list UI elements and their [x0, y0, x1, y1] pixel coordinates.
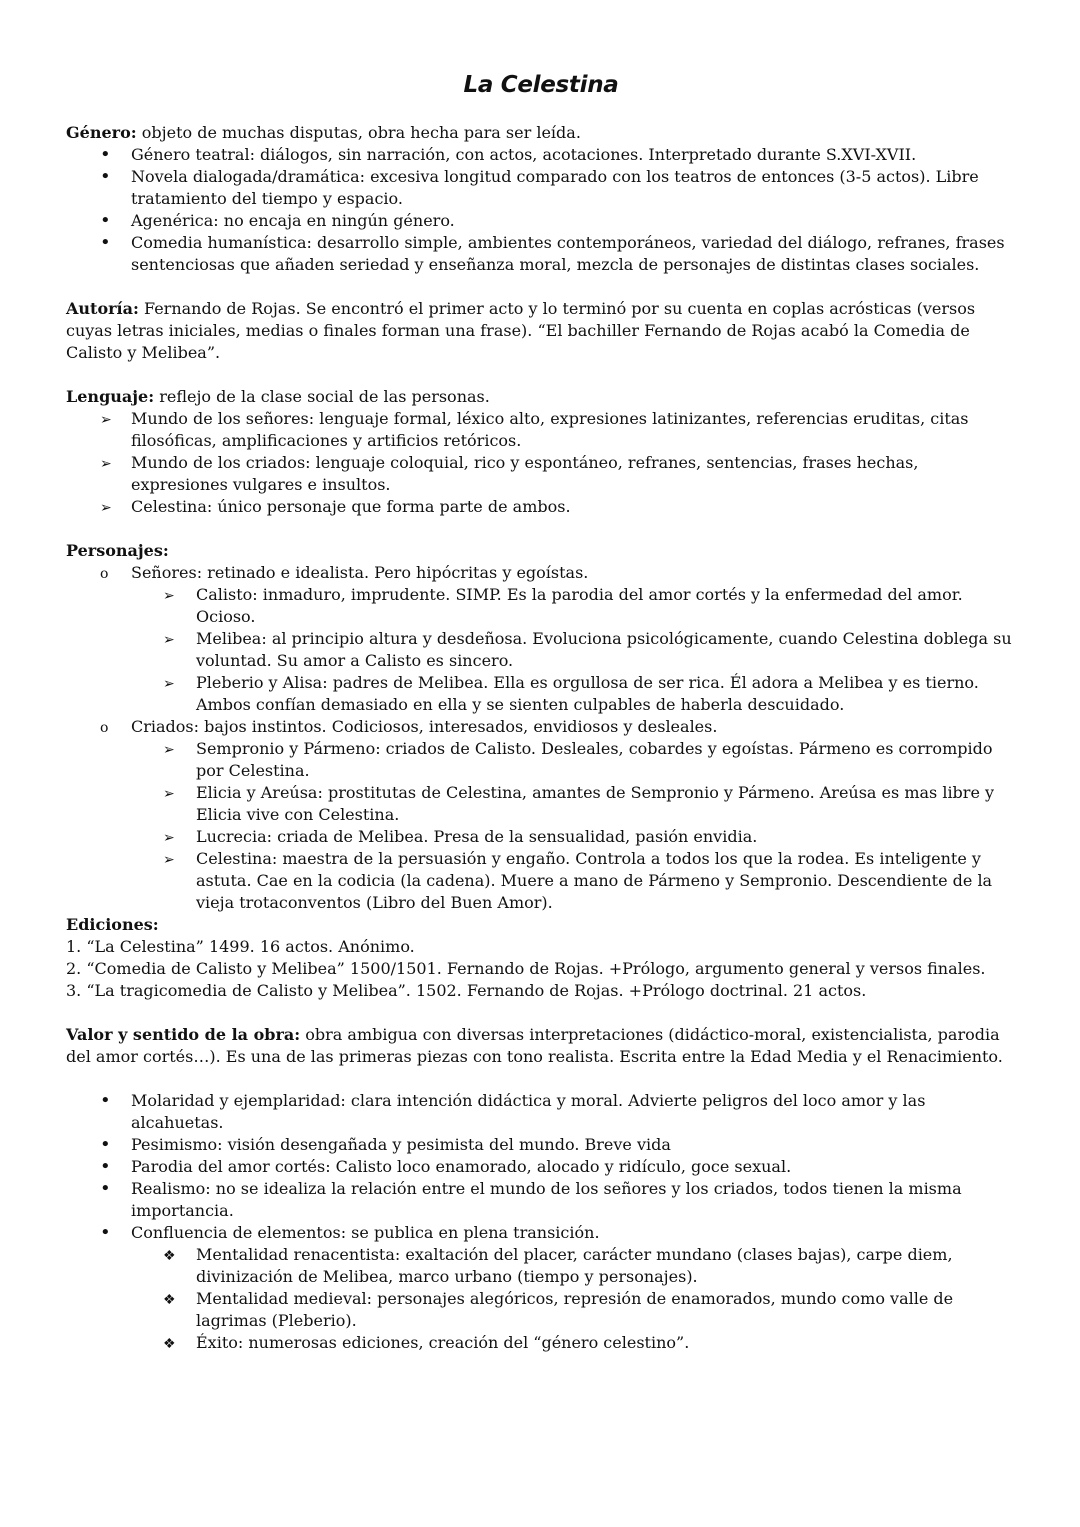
group-label: Señores: retinado e idealista. Pero hipócritas y egoístas.: [131, 563, 589, 582]
edition-item: 2. “Comedia de Calisto y Melibea” 1500/1501. Fernando de Rojas. +Prólogo, argumento general y versos finales.: [66, 959, 986, 978]
list-item: [66, 166, 1016, 210]
list-item: [66, 452, 1016, 496]
document-page: [66, 70, 1016, 1354]
list-item-text: Parodia del amor cortés: Calisto loco enamorado, alocado y ridículo, goce sexual.: [131, 1157, 792, 1176]
section-ediciones: [66, 914, 1016, 1002]
list-item: [66, 672, 1016, 716]
arrowhead-bullet-icon: [100, 452, 120, 475]
bullet-icon: [100, 144, 120, 166]
genero-intro: objeto de muchas disputas, obra hecha para ser leída.: [136, 123, 581, 142]
list-item: [66, 738, 1016, 782]
list-item-text: Calisto: inmaduro, imprudente. SIMP. Es la parodia del amor cortés y la enfermedad del amor. Ocioso.: [196, 585, 963, 626]
bullet-icon: [100, 166, 120, 188]
lenguaje-list: [66, 408, 1016, 518]
list-item-text: Novela dialogada/dramática: excesiva longitud comparado con los teatros de entonces (3-5 actos). Libre tratamiento del tiempo y espacio.: [131, 167, 979, 208]
list-item: [66, 848, 1016, 914]
list-item-text: Comedia humanística: desarrollo simple, ambientes contemporáneos, variedad del diálogo, refranes, frases sentenciosas que añaden seriedad y enseñanza moral, mezcla de personajes de distintas clases sociales.: [131, 233, 1005, 274]
list-item-text: Elicia y Areúsa: prostitutas de Celestina, amantes de Sempronio y Pármeno. Areúsa es mas libre y Elicia vive con Celestina.: [196, 783, 995, 824]
list-item: [66, 1156, 1016, 1178]
personajes-heading-line: [66, 540, 1016, 562]
bullet-icon: [100, 1134, 120, 1156]
list-item: [66, 408, 1016, 452]
list-item-text: Celestina: único personaje que forma parte de ambos.: [131, 497, 571, 516]
arrowhead-bullet-icon: [163, 848, 183, 871]
arrowhead-bullet-icon: [163, 826, 183, 849]
section-autoria: [66, 298, 1016, 364]
diamond-bullet-icon: [163, 1332, 183, 1355]
autoria-paragraph: [66, 298, 1016, 364]
valor-paragraph: [66, 1024, 1016, 1068]
personajes-heading: Personajes:: [66, 541, 169, 560]
list-item: [66, 584, 1016, 628]
list-item: [66, 1222, 1016, 1244]
list-item: [66, 232, 1016, 276]
ediciones-heading: Ediciones:: [66, 915, 159, 934]
list-item: [66, 1090, 1016, 1134]
circle-bullet-icon: [100, 562, 120, 585]
bullet-icon: [100, 232, 120, 254]
valor-heading: Valor y sentido de la obra:: [66, 1025, 301, 1044]
document-title: La Celestina: [463, 72, 619, 98]
list-item: [66, 144, 1016, 166]
genero-heading: Género:: [66, 123, 137, 142]
list-item: [66, 1178, 1016, 1222]
section-valor: [66, 1024, 1016, 1354]
genero-list: [66, 144, 1016, 276]
list-item: [66, 782, 1016, 826]
bullet-icon: [100, 1090, 120, 1112]
valor-text: obra ambigua con diversas interpretaciones (didáctico-moral, existencialista, parodia del amor cortés…). Es una de las primeras piezas con tono realista. Escrita entre la Edad Media y el Renacimiento.: [66, 1025, 1003, 1066]
list-item-text: Confluencia de elementos: se publica en plena transición.: [131, 1223, 600, 1242]
list-item-text: Realismo: no se idealiza la relación entre el mundo de los señores y los criados, todos tienen la misma importancia.: [131, 1179, 962, 1220]
valor-list: [66, 1090, 1016, 1354]
lenguaje-intro: reflejo de la clase social de las personas.: [154, 387, 490, 406]
diamond-bullet-icon: [163, 1244, 183, 1267]
lenguaje-intro-line: [66, 386, 1016, 408]
list-item: [66, 1244, 1016, 1288]
list-item: [66, 210, 1016, 232]
arrowhead-bullet-icon: [163, 782, 183, 805]
list-item-text: Mundo de los criados: lenguaje coloquial, rico y espontáneo, refranes, sentencias, frases hechas, expresiones vulgares e insultos.: [131, 453, 919, 494]
bullet-icon: [100, 1178, 120, 1200]
group-criados: [66, 716, 1016, 738]
personajes-groups: [66, 562, 1016, 914]
list-item-text: Éxito: numerosas ediciones, creación del “género celestino”.: [196, 1333, 690, 1352]
group-label: Criados: bajos instintos. Codiciosos, interesados, envidiosos y desleales.: [131, 717, 718, 736]
arrowhead-bullet-icon: [163, 628, 183, 651]
list-item-text: Melibea: al principio altura y desdeñosa. Evoluciona psicológicamente, cuando Celestina doblega su voluntad. Su amor a Calisto es sincero.: [196, 629, 1012, 670]
list-item-text: Pleberio y Alisa: padres de Melibea. Ella es orgullosa de ser rica. Él adora a Melibea y es tierno. Ambos confían demasiado en ella y se sienten culpables de haberla descuidado.: [196, 673, 979, 714]
arrowhead-bullet-icon: [100, 408, 120, 431]
section-lenguaje: [66, 386, 1016, 518]
bullet-icon: [100, 1156, 120, 1178]
autoria-heading: Autoría:: [66, 299, 139, 318]
arrowhead-bullet-icon: [163, 738, 183, 761]
list-item-text: Género teatral: diálogos, sin narración, con actos, acotaciones. Interpretado durante S.XVI-XVII.: [131, 145, 917, 164]
section-personajes: [66, 540, 1016, 914]
bullet-icon: [100, 210, 120, 232]
list-item: [66, 628, 1016, 672]
list-item-text: Celestina: maestra de la persuasión y engaño. Controla a todos los que la rodea. Es inteligente y astuta. Cae en la codicia (la cadena). Muere a mano de Pármeno y Sempronio. Descendiente de la vieja trotaconventos (Libro del Buen Amor).: [196, 849, 993, 912]
ediciones-heading-line: [66, 914, 1016, 936]
autoria-text: Fernando de Rojas. Se encontró el primer acto y lo terminó por su cuenta en coplas acrósticas (versos cuyas letras iniciales, medias o finales forman una frase). “El bachiller Fernando de Rojas acabó la Comedia de Calisto y Melibea”.: [66, 299, 976, 362]
list-item-text: Mundo de los señores: lenguaje formal, léxico alto, expresiones latinizantes, referencias eruditas, citas filosóficas, amplificaciones y artificios retóricos.: [131, 409, 969, 450]
circle-bullet-icon: [100, 716, 120, 739]
edition-item: 3. “La tragicomedia de Calisto y Melibea”. 1502. Fernando de Rojas. +Prólogo doctrinal. 21 actos.: [66, 981, 867, 1000]
edition-item: 1. “La Celestina” 1499. 16 actos. Anónimo.: [66, 937, 415, 956]
list-item: [66, 1332, 1016, 1354]
list-item-text: Pesimismo: visión desengañada y pesimista del mundo. Breve vida: [131, 1135, 671, 1154]
list-item: [66, 496, 1016, 518]
list-item-text: Agenérica: no encaja en ningún género.: [131, 211, 455, 230]
group-senores: [66, 562, 1016, 584]
list-item-text: Lucrecia: criada de Melibea. Presa de la sensualidad, pasión envidia.: [196, 827, 758, 846]
section-genero: [66, 122, 1016, 276]
list-item: [66, 826, 1016, 848]
bullet-icon: [100, 1222, 120, 1244]
list-item-text: Molaridad y ejemplaridad: clara intención didáctica y moral. Advierte peligros del loco amor y las alcahuetas.: [131, 1091, 926, 1132]
arrowhead-bullet-icon: [100, 496, 120, 519]
list-item: [66, 1288, 1016, 1332]
list-item: [66, 1134, 1016, 1156]
arrowhead-bullet-icon: [163, 584, 183, 607]
lenguaje-heading: Lenguaje:: [66, 387, 155, 406]
arrowhead-bullet-icon: [163, 672, 183, 695]
list-item-text: Sempronio y Pármeno: criados de Calisto. Desleales, cobardes y egoístas. Pármeno es corrompido por Celestina.: [196, 739, 993, 780]
list-item-text: Mentalidad renacentista: exaltación del placer, carácter mundano (clases bajas), carpe diem, divinización de Melibea, marco urbano (tiempo y personajes).: [196, 1245, 953, 1286]
diamond-bullet-icon: [163, 1288, 183, 1311]
genero-intro-line: [66, 122, 1016, 144]
list-item-text: Mentalidad medieval: personajes alegóricos, represión de enamorados, mundo como valle de lagrimas (Pleberio).: [196, 1289, 954, 1330]
